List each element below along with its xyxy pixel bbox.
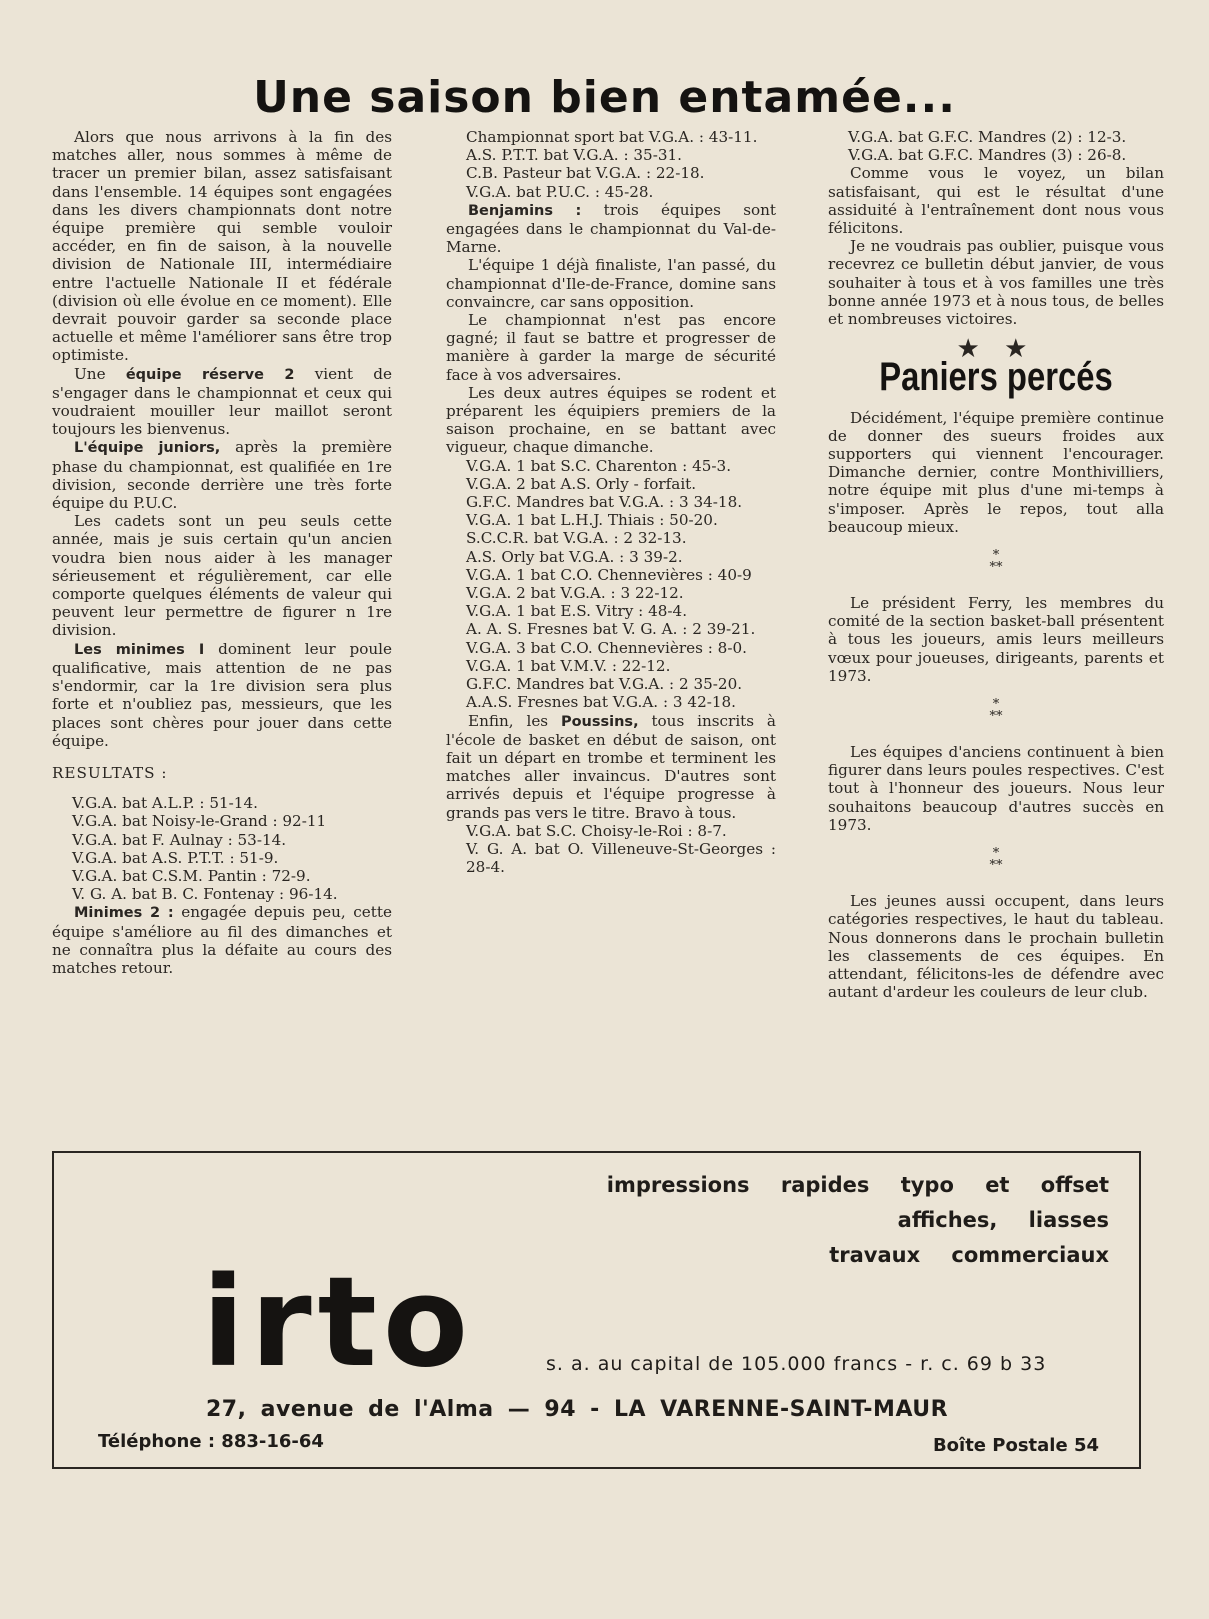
paragraph: Les minimes I dominent leur poule qualificative, mais attention de ne pas s'endormir, car la 1re division sera plus forte et n'oubliez pas, messieurs, que les places sont chères pour jouer dans cette équipe. (52, 639, 392, 750)
paragraph: Minimes 2 : engagée depuis peu, cette équipe s'améliore au fil des dimanches et ne connaîtra plus la défaite au cours des matches retour. (52, 903, 392, 977)
result-line: V.G.A. bat C.S.M. Pantin : 72-9. (72, 866, 311, 885)
result-line: A. A. S. Fresnes bat V. G. A. : 2 39-21. (466, 620, 756, 639)
paragraph: Les deux autres équipes se rodent et préparent les équipiers premiers de la saison prochaine, en se battant avec vigueur, chaque dimanche. (446, 383, 776, 457)
column-3 (828, 128, 1164, 1001)
star-separator-icon: ★ ★ (956, 334, 1036, 365)
company-po-box: Boîte Postale 54 (932, 1435, 1099, 1456)
result-line: V.G.A. bat P.U.C. : 45-28. (466, 182, 654, 201)
result-line: G.F.C. Mandres bat V.G.A. : 3 34-18. (466, 493, 743, 512)
company-address: 27, avenue de l'Alma — 94 - LA VARENNE-SAINT-MAUR (206, 1397, 949, 1422)
result-line: V.G.A. bat A.L.P. : 51-14. (72, 794, 258, 813)
result-line: A.S. Orly bat V.G.A. : 3 39-2. (466, 547, 683, 566)
result-line: G.F.C. Mandres bat V.G.A. : 2 35-20. (466, 675, 743, 694)
result-line: S.C.C.R. bat V.G.A. : 2 32-13. (466, 529, 687, 548)
paragraph: Je ne voudrais pas oublier, puisque vous recevrez ce bulletin début janvier, de vous souhaiter à tous et à vos familles une très bonne année 1973 et à nous tous, de belles et nombreuses victoires. (828, 237, 1164, 329)
results-heading: RESULTATS : (52, 763, 168, 782)
result-line: C.B. Pasteur bat V.G.A. : 22-18. (466, 164, 705, 183)
paragraph: Décidément, l'équipe première continue de donner des sueurs froides aux supporters qui viennent l'encourager. Dimanche dernier, contre Monthivilliers, notre équipe mit plus d'une mi-temps à s'imposer. Après le repos, tout alla beaucoup mieux. (828, 408, 1164, 536)
result-line: V.G.A. 1 bat L.H.J. Thiais : 50-20. (466, 511, 718, 530)
result-line: V.G.A. bat Noisy-le-Grand : 92-11 (72, 812, 327, 831)
paragraph: L'équipe 1 déjà finaliste, l'an passé, du championnat d'Ile-de-France, domine sans convaincre, car sans opposition. (446, 256, 776, 311)
paragraph: Alors que nous arrivons à la fin des matches aller, nous sommes à même de tracer un premier bilan, assez satisfaisant dans l'ensemble. 14 équipes sont engagées dans les divers championnats dont notre équipe première qui semble vouloir accéder, en fin de saison, à la nouvelle division de Nationale III, intermédiaire entre l'actuelle Nationale II et fédérale (division où elle évolue en ce moment). Elle devrait pouvoir garder sa seconde place actuelle et même l'améliorer sans être trop optimiste. (52, 128, 392, 365)
result-line: Championnat sport bat V.G.A. : 43-11. (466, 128, 758, 146)
asterism-icon: * ** (989, 548, 1003, 576)
result-line: V.G.A. bat G.F.C. Mandres (2) : 12-3. (848, 128, 1127, 146)
result-line: V.G.A. 1 bat C.O. Chennevières : 40-9 (466, 565, 752, 584)
paragraph: Les équipes d'anciens continuent à bien figurer dans leurs poules respectives. C'est tout à l'honneur des joueurs. Nous leur souhaitons beaucoup d'autres succès en 1973. (828, 743, 1164, 834)
column-2 (446, 128, 776, 876)
company-phone: Téléphone : 883-16-64 (98, 1431, 324, 1452)
result-line: V.G.A. bat S.C. Choisy-le-Roi : 8-7. (466, 821, 727, 840)
asterism-icon: * ** (989, 697, 1003, 725)
result-line: V. G. A. bat O. Villeneuve-St-Georges : 28-4. (466, 839, 776, 877)
result-line: V. G. A. bat B. C. Fontenay : 96-14. (72, 885, 338, 904)
result-line: V.G.A. 1 bat S.C. Charenton : 45-3. (466, 456, 732, 475)
paragraph: Le championnat n'est pas encore gagné; il faut se battre et progresser de manière à garder la marge de sécurité face à vos adversaires. (446, 311, 776, 384)
company-capital: s. a. au capital de 105.000 francs - r. c. 69 b 33 (546, 1353, 1047, 1375)
asterism-icon: * ** (989, 846, 1003, 874)
ad-tagline-1: impressions rapides typo et offset (606, 1173, 1109, 1197)
result-line: V.G.A. bat F. Aulnay : 53-14. (72, 830, 287, 849)
paragraph: Le président Ferry, les membres du comité de la section basket-ball présentent à tous les joueurs, amis leurs meilleurs vœux pour joueuses, dirigeants, parents et 1973. (828, 594, 1164, 685)
paragraph: Comme vous le voyez, un bilan satisfaisant, qui est le résultat d'une assiduité à l'entraînement dont nous vous félicitons. (828, 164, 1164, 238)
paragraph: Benjamins : trois équipes sont engagées dans le championnat du Val-de-Marne. (446, 200, 777, 257)
printer-advertisement (52, 1151, 1141, 1469)
paragraph: Les cadets sont un peu seuls cette année, mais je suis certain qu'un ancien voudra bien nous aider à les manager sérieusement et régulièrement, car elle comporte quelques éléments de valeur qui peuvent leur permettre de figurer n 1re division. (52, 512, 392, 640)
column-1 (52, 128, 392, 977)
section-heading: Paniers percés (879, 355, 1113, 400)
ad-tagline-3: travaux commerciaux (829, 1243, 1109, 1267)
result-line: V.G.A. 2 bat A.S. Orly - forfait. (466, 474, 697, 493)
result-line: V.G.A. 3 bat C.O. Chennevières : 8-0. (466, 638, 747, 657)
paragraph: L'équipe juniors, après la première phase du championnat, est qualifiée en 1re division, seconde derrière une très forte équipe du P.U.C. (52, 438, 392, 513)
result-line: A.A.S. Fresnes bat V.G.A. : 3 42-18. (466, 693, 737, 712)
result-line: V.G.A. bat A.S. P.T.T. : 51-9. (72, 848, 279, 867)
result-line: V.G.A. 1 bat V.M.V. : 22-12. (466, 656, 671, 675)
paragraph: Une équipe réserve 2 vient de s'engager dans le championnat et ceux qui voudraient mouiller leur maillot seront toujours les bienvenus. (52, 364, 392, 439)
result-line: V.G.A. 2 bat V.G.A. : 3 22-12. (466, 584, 684, 603)
paragraph: Les jeunes aussi occupent, dans leurs catégories respectives, le haut du tableau. Nous donnerons dans le prochain bulletin les classements de ces équipes. En attendant, félicitons-les de défendre avec autant d'ardeur les couleurs de leur club. (828, 892, 1164, 1002)
irto-logo: irto (202, 1251, 475, 1395)
result-line: A.S. P.T.T. bat V.G.A. : 35-31. (466, 146, 682, 165)
paragraph: Enfin, les Poussins, tous inscrits à l'école de basket en début de saison, ont fait un départ en trombe et terminent les matches aller invaincus. D'autres sont arrivés depuis et l'équipe progresse à grands pas vers le titre. Bravo à tous. (446, 711, 776, 822)
result-line: V.G.A. 1 bat E.S. Vitry : 48-4. (466, 602, 688, 621)
article-title: Une saison bien entamée... (253, 72, 956, 123)
ad-tagline-2: affiches, liasses (897, 1208, 1109, 1232)
result-line: V.G.A. bat G.F.C. Mandres (3) : 26-8. (848, 146, 1127, 165)
